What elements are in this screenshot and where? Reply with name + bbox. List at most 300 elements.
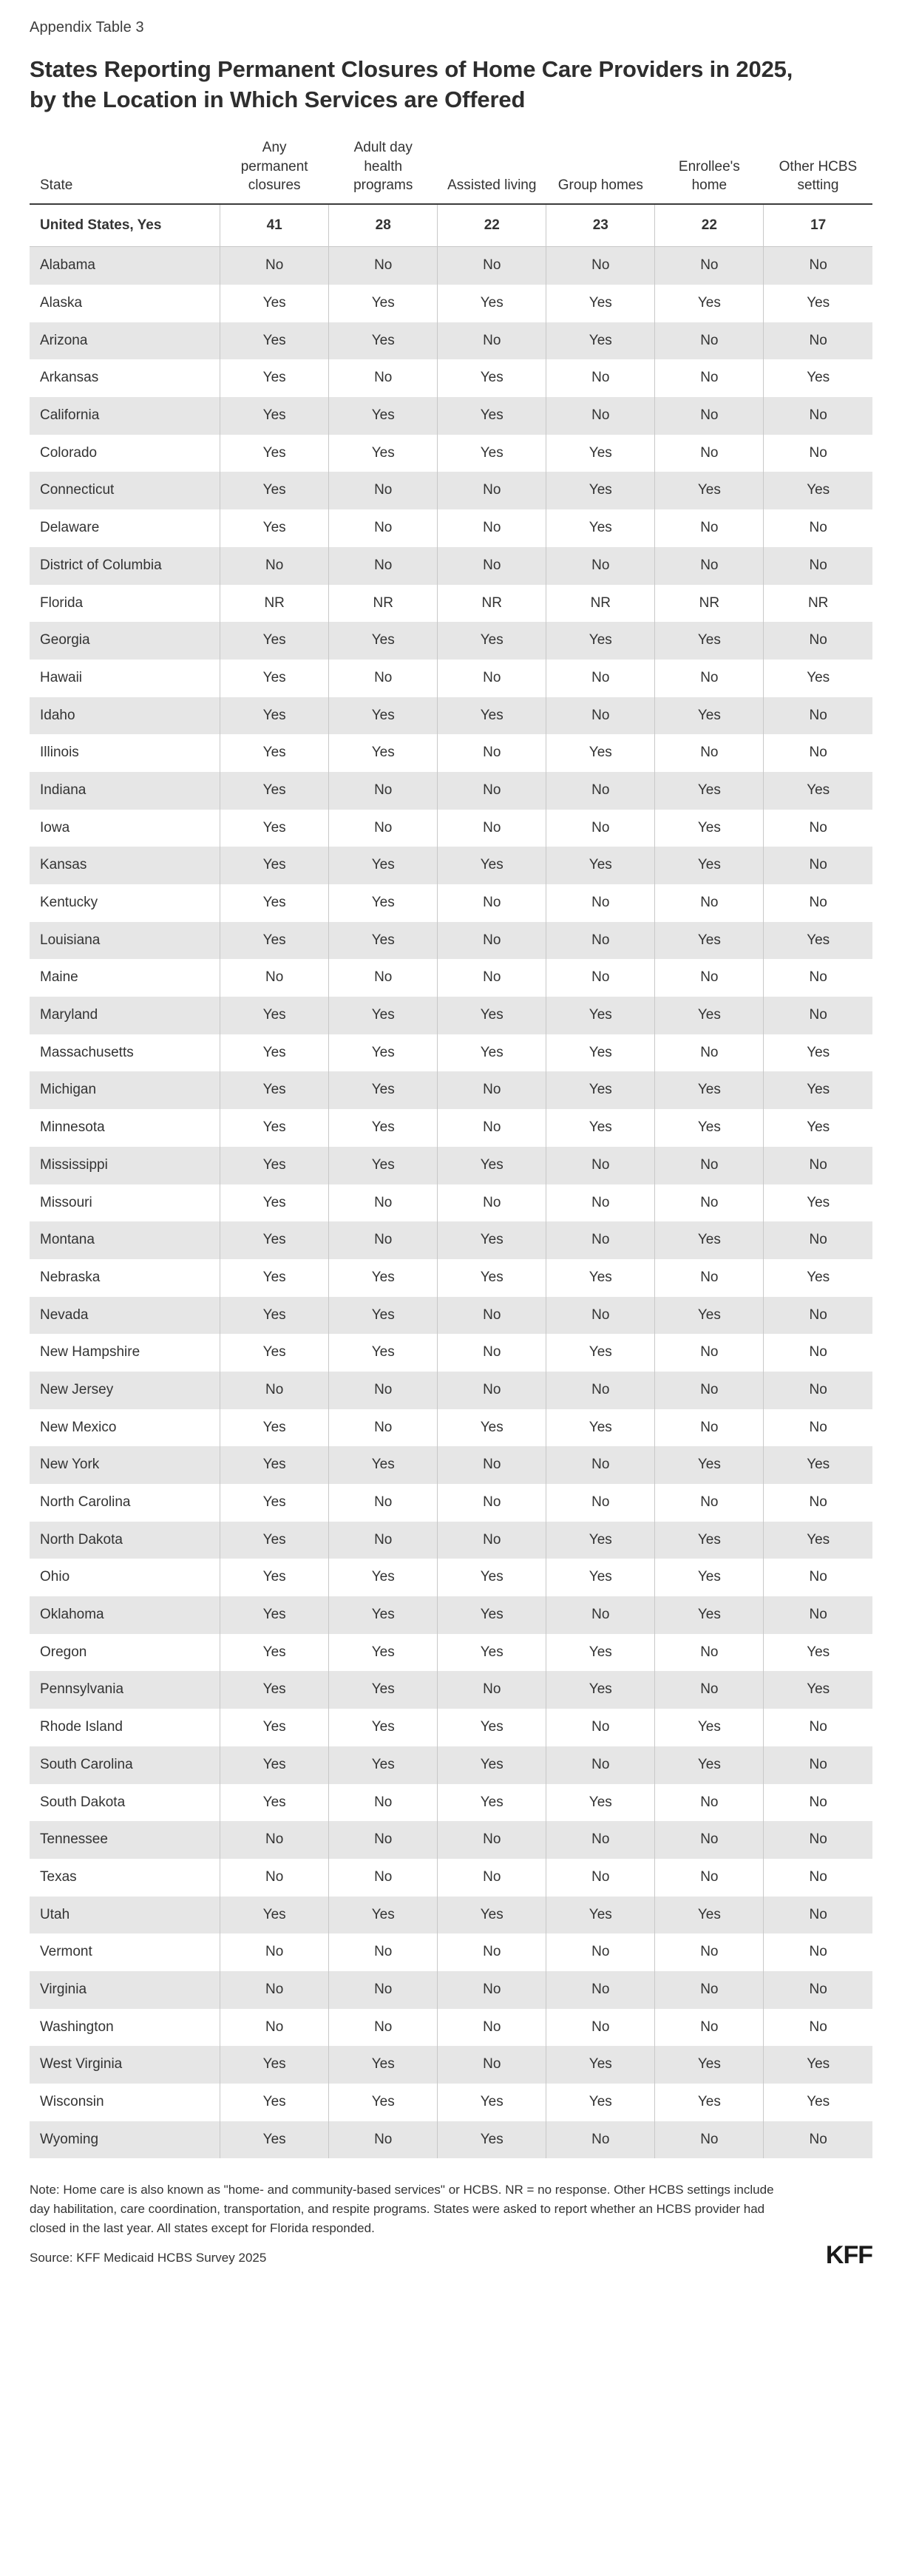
cell-state: Florida [30,585,220,623]
cell-group-homes: 23 [546,204,655,247]
cell-assisted-living: No [438,959,546,997]
table-row [30,1933,872,1971]
cell-group-homes: No [546,1372,655,1409]
cell-state: Oklahoma [30,1596,220,1634]
cell-enrollees-home: Yes [655,1297,764,1335]
cell-state: Oregon [30,1634,220,1672]
table-row [30,1147,872,1184]
cell-enrollees-home: No [655,1034,764,1072]
cell-state: South Dakota [30,1784,220,1822]
cell-group-homes: Yes [546,1259,655,1297]
cell-any-permanent-closures: Yes [220,1522,329,1559]
table-row [30,1709,872,1746]
cell-any-permanent-closures: Yes [220,1221,329,1259]
eyebrow-label: Appendix Table 3 [30,19,144,35]
cell-state: Louisiana [30,922,220,960]
cell-state: North Dakota [30,1522,220,1559]
cell-any-permanent-closures: Yes [220,997,329,1034]
cell-enrollees-home: No [655,2009,764,2047]
cell-adult-day-health-programs: Yes [329,697,438,735]
table-row [30,1221,872,1259]
cell-state: Kentucky [30,884,220,922]
cell-adult-day-health-programs: No [329,1821,438,1859]
cell-group-homes: No [546,959,655,997]
cell-other-hcbs-setting: No [764,1897,872,1934]
column-header-enrollees-home: Enrollee's home [655,134,764,203]
cell-state: Maine [30,959,220,997]
cell-other-hcbs-setting: No [764,1147,872,1184]
cell-adult-day-health-programs: Yes [329,397,438,435]
cell-group-homes: No [546,660,655,697]
cell-state: Kansas [30,847,220,884]
cell-any-permanent-closures: Yes [220,1897,329,1934]
column-header-any-permanent-closures: Any permanent closures [220,134,329,203]
table-row [30,397,872,435]
cell-adult-day-health-programs: 28 [329,204,438,247]
cell-state: Rhode Island [30,1709,220,1746]
cell-any-permanent-closures: No [220,1821,329,1859]
cell-any-permanent-closures: Yes [220,1297,329,1335]
table-row [30,472,872,509]
cell-adult-day-health-programs: Yes [329,1034,438,1072]
table-row [30,1484,872,1522]
cell-adult-day-health-programs: Yes [329,1596,438,1634]
cell-any-permanent-closures: Yes [220,1184,329,1222]
table-row [30,1634,872,1672]
cell-other-hcbs-setting: Yes [764,1071,872,1109]
cell-other-hcbs-setting: No [809,969,827,986]
cell-enrollees-home: No [655,397,764,435]
cell-assisted-living: Yes [438,1784,546,1822]
cell-any-permanent-closures: Yes [220,1559,329,1596]
table-row [30,1071,872,1109]
cell-adult-day-health-programs: No [329,772,438,810]
cell-any-permanent-closures: Yes [220,697,329,735]
cell-assisted-living: No [438,922,546,960]
cell-adult-day-health-programs: Yes [329,1297,438,1335]
table-row [30,2046,872,2084]
cell-assisted-living: No [438,2046,546,2084]
cell-group-homes: Yes [546,285,655,322]
cell-other-hcbs-setting: Yes [807,1119,830,1136]
cell-other-hcbs-setting: Yes [764,472,872,509]
cell-group-homes: Yes [546,1034,655,1072]
cell-enrollees-home: Yes [655,285,764,322]
cell-assisted-living: 22 [438,204,546,247]
cell-any-permanent-closures: 41 [220,204,329,247]
cell-state: Iowa [30,810,220,847]
cell-any-permanent-closures: NR [220,585,329,623]
table-row [30,359,872,397]
cell-enrollees-home: No [655,1334,764,1372]
cell-enrollees-home: Yes [655,697,764,735]
cell-state: Nebraska [30,1259,220,1297]
cell-other-hcbs-setting: No [809,1868,827,1885]
cell-assisted-living: Yes [438,2121,546,2159]
table-row [30,1522,872,1559]
cell-group-homes: No [546,1221,655,1259]
cell-assisted-living: No [438,1522,546,1559]
cell-assisted-living: NR [438,585,546,623]
cell-enrollees-home: Yes [655,772,764,810]
cell-adult-day-health-programs: Yes [329,922,438,960]
cell-assisted-living: Yes [438,997,546,1034]
cell-state: South Carolina [30,1746,220,1784]
table-footer [30,2180,872,2289]
cell-any-permanent-closures: Yes [220,772,329,810]
cell-state: Arizona [30,322,220,360]
cell-assisted-living: Yes [438,435,546,472]
table-row [30,1109,872,1147]
cell-enrollees-home: Yes [655,1221,764,1259]
column-header-state: State [30,134,220,203]
cell-assisted-living: No [438,1109,546,1147]
cell-adult-day-health-programs: Yes [329,1559,438,1596]
cell-any-permanent-closures: No [220,1859,329,1897]
cell-any-permanent-closures: Yes [220,1147,329,1184]
cell-state: United States, Yes [30,204,220,247]
cell-other-hcbs-setting: No [764,2121,872,2159]
table-row [30,285,872,322]
cell-adult-day-health-programs: Yes [329,285,438,322]
cell-other-hcbs-setting: Yes [807,370,830,386]
cell-assisted-living: Yes [438,1709,546,1746]
cell-any-permanent-closures: Yes [220,810,329,847]
cell-state: Montana [30,1221,220,1259]
cell-assisted-living: No [438,1184,546,1222]
cell-group-homes: No [546,1596,655,1634]
cell-other-hcbs-setting: NR [807,594,829,611]
cell-assisted-living: No [438,1859,546,1897]
column-header-group-homes: Group homes [546,134,655,203]
closures-table [30,134,872,2158]
cell-enrollees-home: No [655,1634,764,1672]
cell-group-homes: Yes [546,997,655,1034]
table-row [30,1034,872,1072]
cell-other-hcbs-setting: Yes [807,295,830,311]
cell-adult-day-health-programs: Yes [329,847,438,884]
cell-adult-day-health-programs: No [329,247,438,285]
cell-adult-day-health-programs: No [329,1859,438,1897]
cell-adult-day-health-programs: No [329,359,438,397]
cell-group-homes: No [546,2009,655,2047]
cell-assisted-living: No [438,472,546,509]
cell-group-homes: No [546,884,655,922]
cell-assisted-living: No [438,660,546,697]
cell-adult-day-health-programs: Yes [329,622,438,660]
cell-state: Indiana [30,772,220,810]
cell-group-homes: No [546,810,655,847]
cell-adult-day-health-programs: No [329,1933,438,1971]
cell-any-permanent-closures: Yes [220,1259,329,1297]
cell-state: North Carolina [30,1484,220,1522]
cell-enrollees-home: No [655,959,764,997]
cell-state: Idaho [30,697,220,735]
cell-adult-day-health-programs: No [329,1784,438,1822]
column-header-adult-day-health-programs: Adult day health programs [329,134,438,203]
cell-any-permanent-closures: Yes [220,509,329,547]
cell-assisted-living: Yes [438,1034,546,1072]
cell-any-permanent-closures: Yes [220,1596,329,1634]
cell-any-permanent-closures: Yes [220,435,329,472]
cell-group-homes: No [546,1484,655,1522]
cell-other-hcbs-setting: No [809,1719,827,1735]
table-row [30,509,872,547]
cell-state: Ohio [30,1559,220,1596]
cell-other-hcbs-setting: Yes [764,1446,872,1484]
cell-state: Mississippi [30,1147,220,1184]
cell-assisted-living: No [438,1971,546,2009]
cell-enrollees-home: Yes [655,1522,764,1559]
table-row [30,2121,872,2159]
cell-state: Utah [30,1897,220,1934]
cell-other-hcbs-setting: Yes [807,1269,830,1285]
cell-enrollees-home: No [655,1859,764,1897]
cell-other-hcbs-setting: Yes [764,922,872,960]
cell-group-homes: No [546,772,655,810]
cell-group-homes: No [546,247,655,285]
cell-other-hcbs-setting: No [764,1971,872,2009]
cell-enrollees-home: No [655,1259,764,1297]
cell-enrollees-home: Yes [655,622,764,660]
cell-enrollees-home: No [655,247,764,285]
cell-state: Pennsylvania [30,1671,220,1709]
cell-any-permanent-closures: Yes [220,1709,329,1746]
cell-any-permanent-closures: Yes [220,660,329,697]
table-row [30,1746,872,1784]
cell-any-permanent-closures: No [220,959,329,997]
cell-enrollees-home: No [655,660,764,697]
cell-enrollees-home: Yes [655,1709,764,1746]
cell-other-hcbs-setting: No [809,444,827,461]
cell-adult-day-health-programs: Yes [329,2084,438,2121]
cell-assisted-living: No [438,884,546,922]
table-row [30,547,872,585]
table-row [30,322,872,360]
cell-adult-day-health-programs: Yes [329,1334,438,1372]
table-row-total [30,204,872,247]
cell-any-permanent-closures: Yes [220,1334,329,1372]
table-row [30,1184,872,1222]
cell-adult-day-health-programs: No [329,1184,438,1222]
cell-group-homes: Yes [546,1334,655,1372]
cell-group-homes: Yes [546,1109,655,1147]
table-row [30,622,872,660]
cell-assisted-living: No [438,322,546,360]
cell-assisted-living: No [438,1446,546,1484]
cell-assisted-living: Yes [438,1897,546,1934]
cell-group-homes: No [546,1821,655,1859]
cell-adult-day-health-programs: Yes [329,884,438,922]
cell-any-permanent-closures: Yes [220,1109,329,1147]
column-header-assisted-living: Assisted living [438,134,546,203]
cell-group-homes: No [546,697,655,735]
cell-enrollees-home: No [655,1821,764,1859]
cell-assisted-living: No [438,2009,546,2047]
cell-group-homes: No [546,1933,655,1971]
table-row [30,922,872,960]
cell-any-permanent-closures: Yes [220,472,329,509]
cell-enrollees-home: No [655,1671,764,1709]
cell-group-homes: Yes [546,2084,655,2121]
cell-group-homes: Yes [546,2046,655,2084]
cell-adult-day-health-programs: Yes [329,1071,438,1109]
cell-enrollees-home: Yes [655,472,764,509]
cell-any-permanent-closures: Yes [220,2121,329,2159]
cell-enrollees-home: No [655,1147,764,1184]
cell-assisted-living: No [438,1334,546,1372]
cell-state: Connecticut [30,472,220,509]
table-row [30,1671,872,1709]
cell-state: New Hampshire [30,1334,220,1372]
table-row [30,1821,872,1859]
cell-state: Illinois [30,734,220,772]
cell-state: New Jersey [30,1372,220,1409]
table-row [30,1259,872,1297]
cell-other-hcbs-setting: No [764,622,872,660]
cell-adult-day-health-programs: Yes [329,734,438,772]
cell-group-homes: Yes [546,322,655,360]
cell-state: Delaware [30,509,220,547]
cell-enrollees-home: No [655,547,764,585]
cell-enrollees-home: No [655,1784,764,1822]
cell-group-homes: Yes [546,1784,655,1822]
cell-other-hcbs-setting: No [764,547,872,585]
cell-enrollees-home: Yes [655,1596,764,1634]
cell-enrollees-home: No [655,1484,764,1522]
cell-enrollees-home: No [655,435,764,472]
cell-assisted-living: Yes [438,622,546,660]
cell-enrollees-home: Yes [655,1897,764,1934]
cell-adult-day-health-programs: Yes [329,2046,438,2084]
cell-adult-day-health-programs: Yes [329,1147,438,1184]
cell-any-permanent-closures: Yes [220,847,329,884]
cell-state: Missouri [30,1184,220,1222]
cell-group-homes: Yes [546,622,655,660]
cell-assisted-living: Yes [438,1259,546,1297]
cell-enrollees-home: NR [655,585,764,623]
cell-other-hcbs-setting: No [809,1344,827,1360]
cell-state: New York [30,1446,220,1484]
cell-assisted-living: No [438,1071,546,1109]
cell-other-hcbs-setting: Yes [764,1671,872,1709]
table-row [30,772,872,810]
cell-other-hcbs-setting: No [764,247,872,285]
cell-any-permanent-closures: Yes [220,359,329,397]
cell-adult-day-health-programs: Yes [329,1634,438,1672]
cell-state: Wyoming [30,2121,220,2159]
cell-assisted-living: No [438,1671,546,1709]
cell-state: California [30,397,220,435]
cell-any-permanent-closures: Yes [220,1484,329,1522]
cell-any-permanent-closures: Yes [220,1746,329,1784]
cell-other-hcbs-setting: No [764,847,872,884]
cell-other-hcbs-setting: No [764,1746,872,1784]
cell-adult-day-health-programs: Yes [329,1746,438,1784]
cell-assisted-living: No [438,810,546,847]
table-row [30,435,872,472]
cell-enrollees-home: No [655,884,764,922]
cell-any-permanent-closures: No [220,1372,329,1409]
cell-state: Alaska [30,285,220,322]
cell-adult-day-health-programs: No [329,959,438,997]
cell-other-hcbs-setting: No [809,520,827,536]
table-row [30,1971,872,2009]
table-row [30,734,872,772]
cell-assisted-living: Yes [438,1221,546,1259]
cell-other-hcbs-setting: No [809,1419,827,1435]
cell-assisted-living: No [438,247,546,285]
cell-adult-day-health-programs: No [329,547,438,585]
cell-enrollees-home: No [655,359,764,397]
table-row [30,1372,872,1409]
cell-assisted-living: Yes [438,359,546,397]
cell-other-hcbs-setting: No [764,1221,872,1259]
table-row [30,1409,872,1447]
table-row [30,959,872,997]
cell-state: Minnesota [30,1109,220,1147]
cell-group-homes: Yes [546,509,655,547]
cell-any-permanent-closures: Yes [220,1071,329,1109]
cell-assisted-living: No [438,734,546,772]
cell-group-homes: No [546,922,655,960]
cell-state: Maryland [30,997,220,1034]
cell-group-homes: No [546,397,655,435]
cell-assisted-living: No [438,1933,546,1971]
cell-group-homes: Yes [546,1071,655,1109]
cell-assisted-living: Yes [438,397,546,435]
cell-adult-day-health-programs: No [329,509,438,547]
cell-state: Michigan [30,1071,220,1109]
table-row [30,1334,872,1372]
cell-group-homes: Yes [546,435,655,472]
cell-any-permanent-closures: Yes [220,2084,329,2121]
cell-any-permanent-closures: No [220,1933,329,1971]
cell-group-homes: No [546,547,655,585]
cell-any-permanent-closures: Yes [220,397,329,435]
table-row [30,2009,872,2047]
cell-enrollees-home: No [655,1971,764,2009]
cell-other-hcbs-setting: Yes [807,1194,830,1210]
cell-group-homes: Yes [546,847,655,884]
cell-other-hcbs-setting: No [809,1944,827,1960]
cell-state: Colorado [30,435,220,472]
cell-adult-day-health-programs: No [329,2009,438,2047]
cell-any-permanent-closures: Yes [220,1034,329,1072]
cell-group-homes: Yes [546,1634,655,1672]
table-row [30,1297,872,1335]
cell-other-hcbs-setting: Yes [807,669,830,685]
table-header [30,134,872,203]
cell-any-permanent-closures: No [220,2009,329,2047]
table-row [30,585,872,623]
cell-adult-day-health-programs: NR [329,585,438,623]
cell-adult-day-health-programs: Yes [329,997,438,1034]
cell-assisted-living: No [438,1821,546,1859]
cell-group-homes: No [546,1184,655,1222]
cell-other-hcbs-setting: No [764,697,872,735]
cell-assisted-living: Yes [438,285,546,322]
cell-any-permanent-closures: Yes [220,734,329,772]
cell-adult-day-health-programs: Yes [329,322,438,360]
cell-enrollees-home: No [655,322,764,360]
cell-state: Texas [30,1859,220,1897]
cell-assisted-living: Yes [438,2084,546,2121]
cell-state: Nevada [30,1297,220,1335]
table-row [30,997,872,1034]
cell-assisted-living: Yes [438,697,546,735]
cell-enrollees-home: Yes [655,847,764,884]
